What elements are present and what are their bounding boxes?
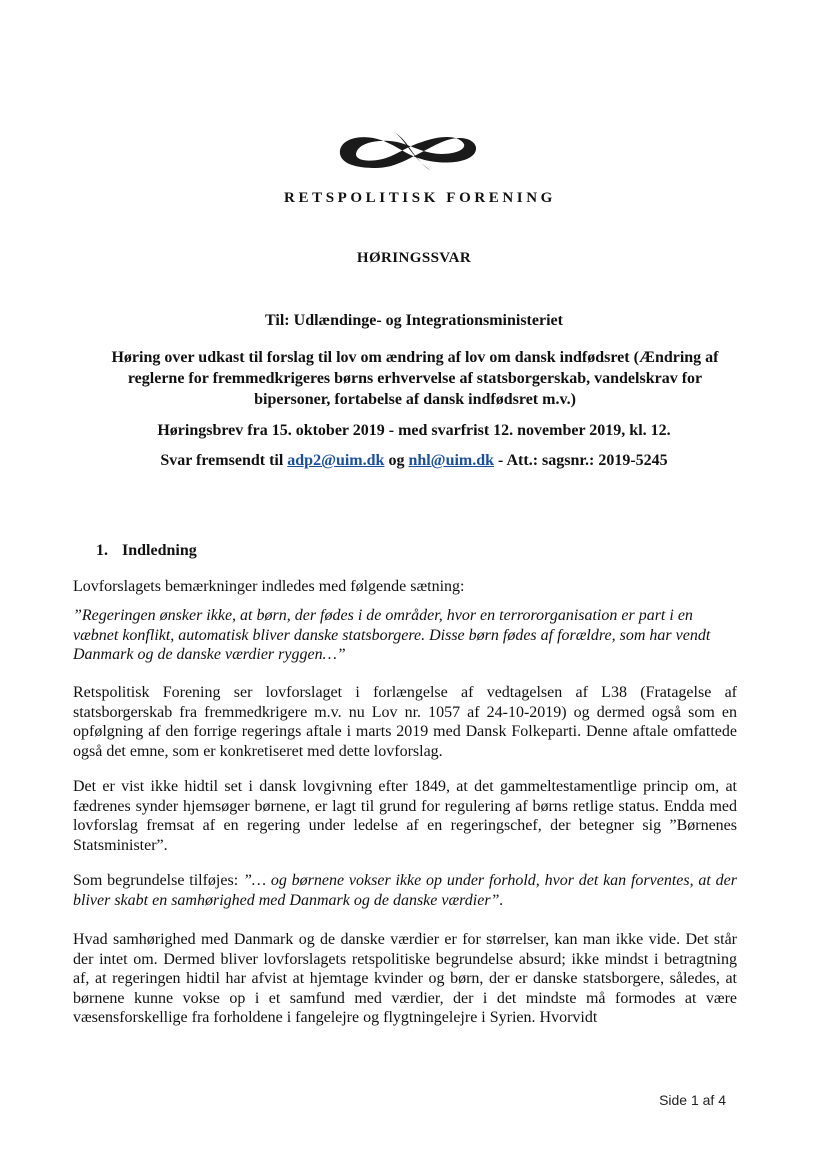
- body-paragraph-1: Retspolitisk Forening ser lovforslaget i forlængelse af vedtagelsen af L38 (Fratagelse af statsborgerskab fra fremmedkrigere m.v. nu Lov nr. 1057 af 24-10-2019) og dermed også som en opfølgning af den forrige regerings aftale i marts 2019 med Dansk Folkeparti. Denne aftale omfattede også det emne, som er konkretiseret med dette lovforslag.: [73, 684, 737, 760]
- reply-prefix: Svar fremsendt til: [160, 452, 288, 469]
- hearing-letter-line: Høringsbrev fra 15. oktober 2019 - med svarfrist 12. november 2019, kl. 12.: [157, 422, 671, 439]
- quote-paragraph: ”Regeringen ønsker ikke, at børn, der fødes i de områder, hvor en terrororganisation er part i en væbnet konflikt, automatisk bliver danske statsborgere. Disse børn fødes af forældre, som har vendt Danmark og de danske værdier ryggen…”: [73, 607, 711, 663]
- page-title: HØRINGSSVAR: [356, 250, 472, 266]
- reply-line: [90, 451, 738, 471]
- p3-quote: ”… og børnene vokser ikke op under forhold, hvor det kan forventes, at der bliver skabt en samhørighed med Danmark og de danske værdier”.: [73, 872, 738, 909]
- org-name: RETSPOLITISK FORENING: [284, 190, 556, 206]
- section-title: Indledning: [122, 542, 197, 559]
- page-number: Side 1 af 4: [659, 1092, 726, 1108]
- infinity-ribbon-icon: [334, 124, 482, 176]
- body-paragraph-2: Det er vist ikke hidtil set i dansk lovgivning efter 1849, at det gammeltestamentlige princip om, at fædrenes synder hjemsøger børnene, er lagt til grund for regulering af børns retlige status. Endda med lovforslag fremsat af en regering under ledelse af en regeringschef, der betegner sig ”Børnenes Statsminister”.: [73, 778, 737, 854]
- p3-prefix: Som begrundelse tilføjes:: [73, 872, 243, 889]
- section-heading: [96, 542, 197, 560]
- section-number: 1.: [96, 542, 108, 559]
- body-paragraph-3: [73, 871, 737, 910]
- subject-line: Høring over udkast til forslag til lov om ændring af lov om dansk indfødsret (Ændring af reglerne for fremmedkrigeres børns erhvervelse af statsborgerskab, vandelskrav for bipersoner, fortabelse af dansk indfødsret m.v.): [111, 349, 719, 408]
- reply-join: og: [384, 452, 409, 469]
- body-paragraph-4: Hvad samhørighed med Danmark og de danske værdier er for størrelser, kan man ikke vide. Det står der intet om. Dermed bliver lovforslagets retspolitiske begrundelse absurd; ikke mindst i betragtning af, at regeringen hidtil har afvist at hjemtage kvinder og børn, der er danske statsborgere, således, at børnene kunne vokse op i et samfund med værdier, der i det mindste må formodes at være væsensforskellige fra forholdene i fangelejre og flygtningelejre i Syrien. Hvorvidt: [73, 931, 737, 1026]
- email-link-adp2[interactable]: adp2@uim.dk: [287, 452, 385, 469]
- email-link-nhl[interactable]: nhl@uim.dk: [408, 452, 495, 469]
- intro-paragraph: Lovforslagets bemærkninger indledes med følgende sætning:: [73, 578, 465, 595]
- reply-suffix: - Att.: sagsnr.: 2019-5245: [494, 452, 668, 469]
- recipient-line: Til: Udlændinge- og Integrationsministeriet: [265, 312, 563, 329]
